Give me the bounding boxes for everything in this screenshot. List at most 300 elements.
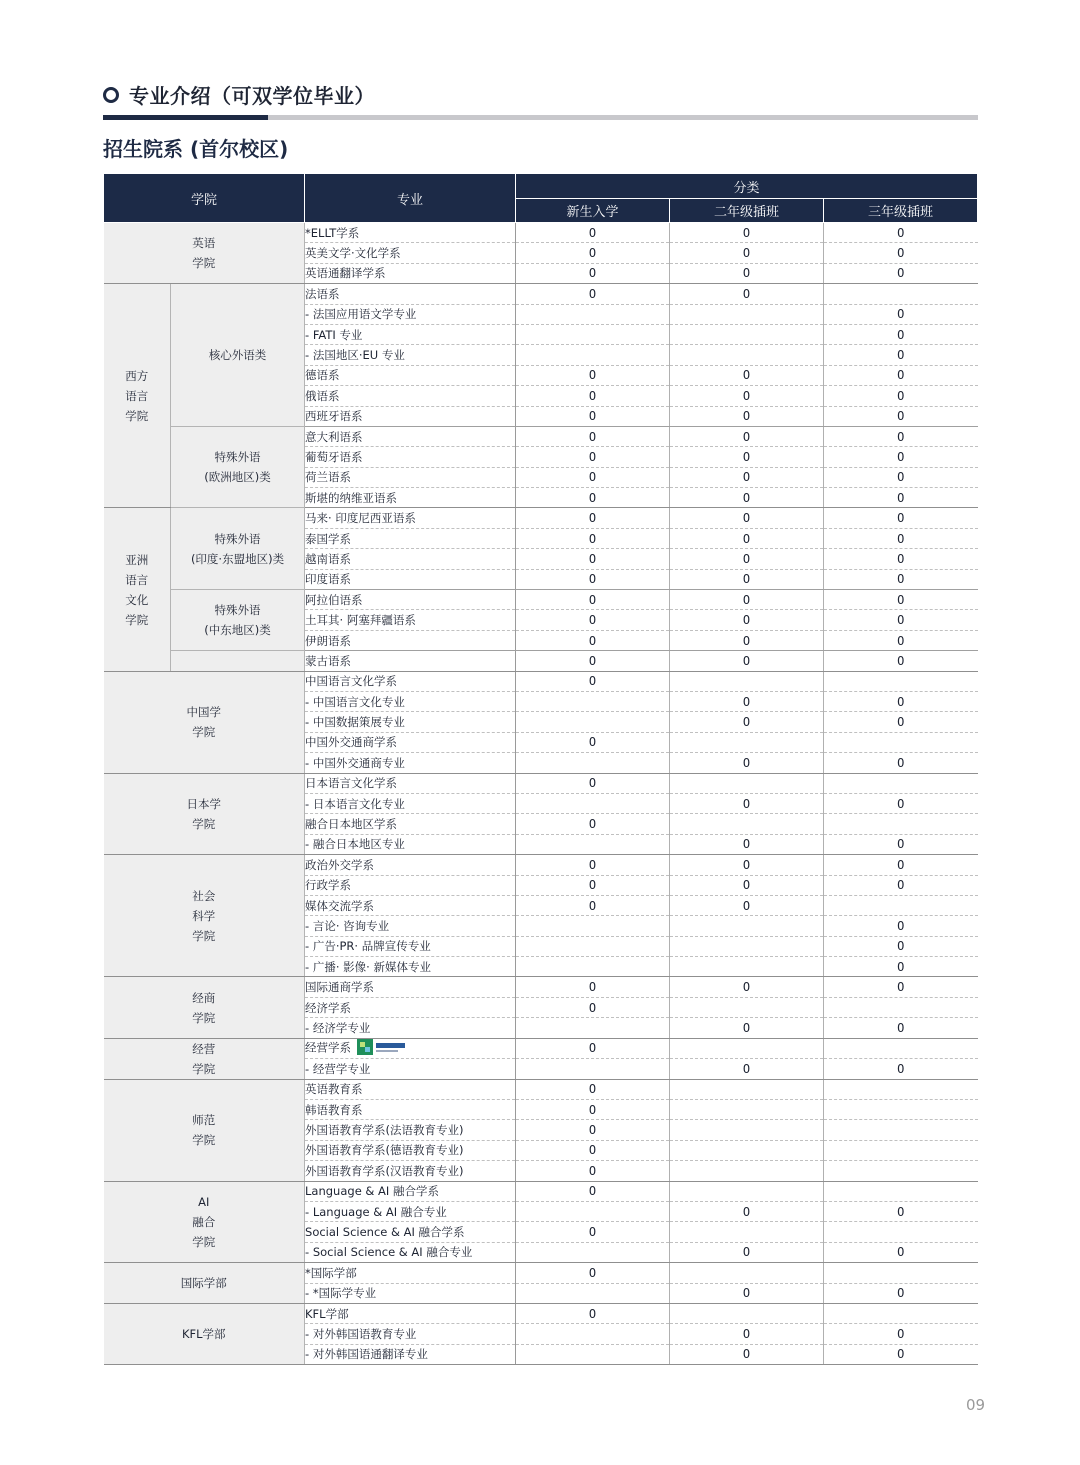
major-cell	[305, 1181, 516, 1201]
mark-year3-transfer	[824, 1181, 978, 1201]
major-name: - Language & AI 融合专业	[305, 1204, 447, 1219]
mark-year2-transfer: O	[670, 1242, 824, 1262]
mark-new-students: O	[516, 528, 670, 548]
mark-new-students: O	[516, 569, 670, 589]
cell-label-line: 亚洲	[125, 552, 149, 567]
cell-label-line: KFL学部	[181, 1327, 226, 1341]
mark-new-students: O	[516, 447, 670, 467]
major-name: - 中国外交通商专业	[305, 755, 405, 770]
major-name: *ELLT学系	[305, 225, 360, 240]
major-cell	[305, 977, 516, 997]
mark-new-students: O	[516, 406, 670, 426]
mark-new-students: O	[516, 895, 670, 915]
major-name: - 中国语言文化专业	[305, 694, 405, 709]
table-row	[104, 1079, 978, 1099]
major-name: 外国语教育学系(法语教育专业)	[305, 1123, 464, 1138]
major-cell	[305, 324, 516, 344]
mark-new-students: O	[516, 549, 670, 569]
mark-year3-transfer: O	[824, 324, 978, 344]
mark-year2-transfer: O	[670, 447, 824, 467]
mark-new-students: O	[516, 814, 670, 834]
mark-year2-transfer	[670, 345, 824, 365]
cell-label-line: 核心外语类	[208, 348, 267, 363]
major-cell	[305, 549, 516, 569]
mark-new-students: O	[516, 997, 670, 1017]
major-cell	[305, 1120, 516, 1140]
mark-year3-transfer: O	[824, 1018, 978, 1038]
mark-new-students: O	[516, 1079, 670, 1099]
title-underline-accent	[103, 115, 268, 120]
mark-year3-transfer	[824, 1161, 978, 1181]
major-name: 国际通商学系	[305, 980, 375, 995]
mark-year2-transfer: O	[670, 243, 824, 263]
major-name: - FATI 专业	[305, 327, 363, 342]
mark-new-students	[516, 712, 670, 732]
major-name: - 日本语言文化专业	[305, 796, 405, 811]
cell-label-line: 学院	[192, 1133, 216, 1148]
mark-new-students	[516, 1283, 670, 1303]
major-name: 荷兰语系	[305, 470, 352, 485]
cell-label-line: 学院	[125, 612, 149, 627]
mark-new-students	[516, 753, 670, 773]
major-name: 马来· 印度尼西亚语系	[305, 511, 416, 526]
cell-label-line: (中东地区)类	[204, 623, 271, 638]
mark-new-students: O	[516, 732, 670, 752]
mark-year3-transfer: O	[824, 1283, 978, 1303]
aacsb-accreditation-badge-icon	[357, 1039, 407, 1057]
mark-new-students	[516, 345, 670, 365]
mark-new-students: O	[516, 1120, 670, 1140]
major-cell	[305, 406, 516, 426]
mark-year2-transfer: O	[670, 549, 824, 569]
mark-year2-transfer: O	[670, 508, 824, 528]
mark-new-students: O	[516, 1161, 670, 1181]
mark-new-students: O	[516, 773, 670, 793]
major-name: 英语教育系	[305, 1082, 363, 1097]
major-cell	[305, 895, 516, 915]
mark-year2-transfer: O	[670, 855, 824, 875]
mark-year2-transfer: O	[670, 793, 824, 813]
major-cell	[305, 651, 516, 671]
cell-label-line: (印度·东盟地区)类	[190, 551, 285, 566]
major-name: 蒙古语系	[305, 653, 352, 668]
mark-year2-transfer: O	[670, 386, 824, 406]
mark-year2-transfer: O	[670, 977, 824, 997]
mark-new-students: O	[516, 467, 670, 487]
major-name: 越南语系	[305, 551, 352, 566]
cell-label-line: 语言	[125, 572, 149, 587]
mark-year3-transfer: O	[824, 916, 978, 936]
mark-year3-transfer: O	[824, 549, 978, 569]
mark-year2-transfer: O	[670, 284, 824, 304]
subgroup-cell-empty	[171, 651, 305, 671]
major-name: 斯堪的纳维亚语系	[305, 490, 398, 505]
mark-new-students: O	[516, 386, 670, 406]
major-name: 经营学系	[305, 1040, 352, 1055]
mark-year2-transfer: O	[670, 834, 824, 854]
major-name: - 法国应用语文学专业	[305, 307, 417, 322]
college-cell-english	[104, 223, 305, 284]
mark-year3-transfer: O	[824, 610, 978, 630]
major-name: 英语通翻译学系	[305, 266, 386, 281]
mark-year3-transfer: O	[824, 753, 978, 773]
cell-label-line: 学院	[192, 1010, 216, 1025]
mark-year3-transfer: O	[824, 936, 978, 956]
mark-new-students	[516, 834, 670, 854]
major-name: 中国外交通商学系	[305, 735, 398, 750]
mark-year2-transfer	[670, 1100, 824, 1120]
table-row	[104, 1038, 978, 1059]
mark-year2-transfer	[670, 814, 824, 834]
major-cell	[305, 1222, 516, 1242]
mark-year2-transfer: O	[670, 651, 824, 671]
major-cell	[305, 426, 516, 446]
mark-year3-transfer: O	[824, 406, 978, 426]
mark-year3-transfer: O	[824, 508, 978, 528]
cell-label-line: 特殊外语	[214, 450, 261, 465]
mark-new-students: O	[516, 508, 670, 528]
mark-year3-transfer	[824, 284, 978, 304]
cell-label-line: 学院	[192, 1234, 216, 1249]
mark-new-students: O	[516, 610, 670, 630]
mark-year2-transfer	[670, 732, 824, 752]
mark-year2-transfer: O	[670, 895, 824, 915]
mark-year3-transfer	[824, 1303, 978, 1323]
header-college: 学院	[104, 174, 305, 223]
mark-year3-transfer: O	[824, 528, 978, 548]
cell-label-line: 经营	[192, 1041, 216, 1056]
mark-new-students	[516, 324, 670, 344]
page-subtitle: 招生院系 (首尔校区)	[103, 137, 289, 161]
cell-label-line: 学院	[125, 408, 149, 423]
college-cell-western	[104, 284, 171, 508]
major-name: 行政学系	[305, 878, 352, 893]
table-row	[104, 977, 978, 997]
circle-bullet-icon	[103, 87, 119, 103]
mark-year3-transfer	[824, 773, 978, 793]
mark-year3-transfer: O	[824, 712, 978, 732]
cell-label-line: 西方	[125, 368, 149, 383]
table-row	[104, 773, 978, 793]
major-name: - Social Science & AI 融合专业	[305, 1245, 473, 1260]
major-name: *国际学部	[305, 1265, 357, 1280]
table-row	[104, 284, 978, 304]
header-major: 专业	[305, 174, 516, 223]
cell-label-line: 经商	[192, 990, 216, 1005]
mark-year3-transfer	[824, 1038, 978, 1059]
college-cell-social	[104, 855, 305, 977]
mark-year2-transfer: O	[670, 1283, 824, 1303]
major-cell	[305, 1018, 516, 1038]
major-name: Language & AI 融合学系	[305, 1184, 439, 1199]
mark-new-students	[516, 1344, 670, 1364]
mark-new-students: O	[516, 263, 670, 283]
major-name: 意大利语系	[305, 429, 363, 444]
mark-year2-transfer	[670, 1120, 824, 1140]
major-name: 媒体交流学系	[305, 898, 375, 913]
cell-label-line: 特殊外语	[214, 531, 261, 546]
mark-year2-transfer	[670, 1140, 824, 1160]
major-cell	[305, 793, 516, 813]
major-cell	[305, 834, 516, 854]
major-name: 英美文学·文化学系	[305, 246, 401, 261]
mark-year3-transfer	[824, 732, 978, 752]
major-cell	[305, 997, 516, 1017]
mark-new-students: O	[516, 1140, 670, 1160]
major-cell	[305, 1283, 516, 1303]
cell-label-line: 科学	[192, 908, 216, 923]
mark-year3-transfer: O	[824, 386, 978, 406]
major-name: Social Science & AI 融合学系	[305, 1225, 465, 1240]
table-row	[104, 426, 978, 446]
college-cell-econ	[104, 977, 305, 1038]
college-cell-kfl	[104, 1303, 305, 1364]
major-cell	[305, 1140, 516, 1160]
mark-year3-transfer: O	[824, 304, 978, 324]
major-cell	[305, 630, 516, 650]
section-title: 专业介绍（可双学位毕业）	[129, 84, 375, 108]
mark-year2-transfer	[670, 1303, 824, 1323]
mark-year2-transfer: O	[670, 528, 824, 548]
mark-new-students	[516, 793, 670, 813]
major-name: 政治外交学系	[305, 857, 375, 872]
mark-new-students	[516, 957, 670, 977]
major-name: 德语系	[305, 368, 340, 383]
mark-year3-transfer: O	[824, 630, 978, 650]
mark-year3-transfer: O	[824, 223, 978, 243]
mark-year3-transfer: O	[824, 345, 978, 365]
major-name: 泰国学系	[305, 531, 352, 546]
major-cell	[305, 1242, 516, 1262]
mark-year3-transfer: O	[824, 651, 978, 671]
mark-year2-transfer: O	[670, 1018, 824, 1038]
mark-year2-transfer: O	[670, 1059, 824, 1080]
header-year3-transfer: 三年级插班	[824, 199, 978, 223]
title-underline	[268, 115, 978, 120]
mark-year3-transfer	[824, 1140, 978, 1160]
mark-year2-transfer	[670, 1222, 824, 1242]
cell-label-line: 学院	[192, 256, 216, 271]
college-cell-ai	[104, 1181, 305, 1263]
major-cell	[305, 712, 516, 732]
table-row	[104, 223, 978, 243]
cell-label-line: 日本学	[186, 796, 221, 811]
mark-year3-transfer	[824, 671, 978, 691]
mark-year2-transfer	[670, 1079, 824, 1099]
major-cell	[305, 1201, 516, 1221]
college-cell-intl	[104, 1263, 305, 1304]
table-row	[104, 671, 978, 691]
mark-year2-transfer	[670, 957, 824, 977]
subgroup-cell-mideast	[171, 590, 305, 651]
header-year2-transfer: 二年级插班	[670, 199, 824, 223]
mark-new-students: O	[516, 284, 670, 304]
major-cell	[305, 1303, 516, 1323]
mark-year3-transfer: O	[824, 590, 978, 610]
major-cell	[305, 1079, 516, 1099]
cell-label-line: AI	[198, 1194, 210, 1209]
subgroup-cell-euro	[171, 426, 305, 508]
cell-label-line: 特殊外语	[214, 603, 261, 618]
major-name: KFL学部	[305, 1306, 349, 1321]
major-cell	[305, 467, 516, 487]
major-cell	[305, 569, 516, 589]
major-cell	[305, 447, 516, 467]
mark-year2-transfer	[670, 671, 824, 691]
major-cell	[305, 1263, 516, 1283]
major-cell	[305, 1324, 516, 1344]
major-name: 土耳其· 阿塞拜疆语系	[305, 613, 416, 628]
mark-new-students: O	[516, 590, 670, 610]
major-name: - 法国地区·EU 专业	[305, 348, 405, 363]
major-cell	[305, 345, 516, 365]
mark-new-students: O	[516, 671, 670, 691]
mark-year2-transfer	[670, 304, 824, 324]
mark-year2-transfer: O	[670, 406, 824, 426]
mark-year3-transfer	[824, 1263, 978, 1283]
major-cell	[305, 284, 516, 304]
mark-year2-transfer: O	[670, 569, 824, 589]
mark-year3-transfer: O	[824, 977, 978, 997]
header-new-students: 新生入学	[516, 199, 670, 223]
table-row	[104, 1181, 978, 1201]
major-name: 经济学系	[305, 1000, 352, 1015]
mark-year2-transfer	[670, 1181, 824, 1201]
mark-new-students: O	[516, 1038, 670, 1059]
mark-year2-transfer: O	[670, 1201, 824, 1221]
mark-new-students	[516, 1324, 670, 1344]
mark-year3-transfer: O	[824, 488, 978, 508]
major-cell	[305, 773, 516, 793]
subgroup-cell-core	[171, 284, 305, 427]
mark-new-students: O	[516, 630, 670, 650]
mark-new-students: O	[516, 365, 670, 385]
major-cell	[305, 1038, 516, 1059]
mark-new-students	[516, 304, 670, 324]
header-category: 分类	[516, 174, 978, 199]
major-cell	[305, 855, 516, 875]
mark-year3-transfer: O	[824, 875, 978, 895]
major-name: 韩语教育系	[305, 1102, 363, 1117]
mark-year3-transfer: O	[824, 1201, 978, 1221]
college-cell-asian	[104, 508, 171, 671]
mark-year2-transfer	[670, 773, 824, 793]
cell-label-line: 社会	[192, 888, 216, 903]
mark-year2-transfer	[670, 1263, 824, 1283]
major-cell	[305, 691, 516, 711]
major-cell	[305, 1161, 516, 1181]
major-name: 伊朗语系	[305, 633, 352, 648]
mark-year2-transfer	[670, 997, 824, 1017]
mark-year2-transfer: O	[670, 488, 824, 508]
mark-year3-transfer: O	[824, 1344, 978, 1364]
major-cell	[305, 610, 516, 630]
cell-label-line: 国际学部	[180, 1276, 227, 1291]
major-cell	[305, 223, 516, 243]
table-row	[104, 1263, 978, 1283]
major-name: 日本语言文化学系	[305, 776, 398, 791]
mark-year3-transfer: O	[824, 1242, 978, 1262]
subgroup-cell-asean	[171, 508, 305, 590]
mark-new-students: O	[516, 1181, 670, 1201]
major-cell	[305, 753, 516, 773]
mark-year2-transfer	[670, 936, 824, 956]
major-cell	[305, 1059, 516, 1080]
mark-year2-transfer	[670, 324, 824, 344]
mark-year2-transfer: O	[670, 223, 824, 243]
major-cell	[305, 304, 516, 324]
mark-new-students	[516, 936, 670, 956]
mark-year2-transfer	[670, 916, 824, 936]
mark-year2-transfer: O	[670, 630, 824, 650]
major-name: 葡萄牙语系	[305, 449, 363, 464]
mark-year3-transfer: O	[824, 426, 978, 446]
major-cell	[305, 365, 516, 385]
mark-year3-transfer: O	[824, 834, 978, 854]
cell-label-line: 学院	[192, 928, 216, 943]
mark-new-students: O	[516, 243, 670, 263]
mark-new-students: O	[516, 651, 670, 671]
major-name: - 广播· 影像· 新媒体专业	[305, 959, 431, 974]
mark-new-students	[516, 1201, 670, 1221]
cell-label-line: 师范	[192, 1113, 216, 1128]
major-name: - 对外韩国语通翻译专业	[305, 1347, 428, 1362]
cell-label-line: 文化	[125, 592, 149, 607]
major-cell	[305, 528, 516, 548]
major-name: 印度语系	[305, 572, 352, 587]
major-name: - 经济学专业	[305, 1020, 371, 1035]
mark-year3-transfer	[824, 1079, 978, 1099]
major-cell	[305, 814, 516, 834]
table-row	[104, 1303, 978, 1323]
major-cell	[305, 386, 516, 406]
table-row	[104, 651, 978, 671]
major-cell	[305, 916, 516, 936]
mark-new-students	[516, 916, 670, 936]
mark-new-students	[516, 1242, 670, 1262]
mark-year2-transfer: O	[670, 590, 824, 610]
major-cell	[305, 488, 516, 508]
cell-label-line: 学院	[192, 725, 216, 740]
major-name: - 对外韩国语教育专业	[305, 1327, 417, 1341]
table-row	[104, 508, 978, 528]
major-cell	[305, 875, 516, 895]
mark-year3-transfer: O	[824, 263, 978, 283]
mark-new-students	[516, 1018, 670, 1038]
major-name: - 融合日本地区专业	[305, 837, 405, 852]
mark-year2-transfer: O	[670, 365, 824, 385]
cell-label-line: 学院	[192, 816, 216, 831]
mark-year2-transfer: O	[670, 875, 824, 895]
mark-year3-transfer	[824, 814, 978, 834]
mark-year3-transfer: O	[824, 243, 978, 263]
mark-year3-transfer	[824, 997, 978, 1017]
college-cell-biz	[104, 1038, 305, 1079]
mark-year2-transfer: O	[670, 1324, 824, 1344]
mark-new-students: O	[516, 223, 670, 243]
major-name: 法语系	[305, 286, 340, 301]
college-cell-edu	[104, 1079, 305, 1181]
mark-year3-transfer: O	[824, 1059, 978, 1080]
major-name: 外国语教育学系(汉语教育专业)	[305, 1163, 464, 1178]
mark-year2-transfer: O	[670, 691, 824, 711]
major-cell	[305, 671, 516, 691]
mark-new-students: O	[516, 1303, 670, 1323]
mark-year3-transfer	[824, 1222, 978, 1242]
mark-year2-transfer: O	[670, 712, 824, 732]
major-name: - 广告·PR· 品牌宣传专业	[305, 939, 431, 954]
major-name: 中国语言文化学系	[305, 674, 398, 689]
